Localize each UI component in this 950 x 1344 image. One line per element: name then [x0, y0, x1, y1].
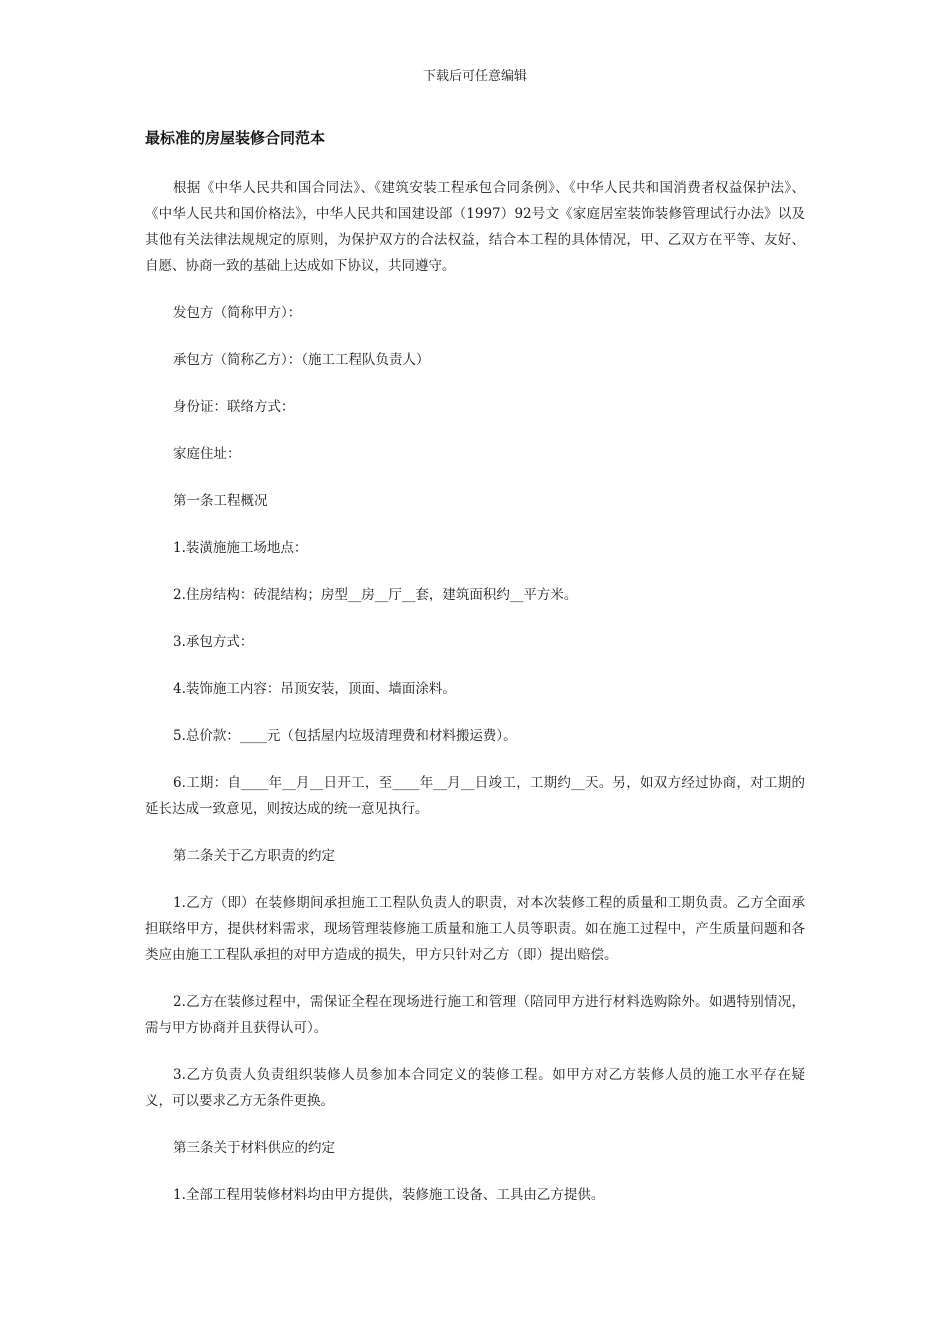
article-2-heading: 第二条关于乙方职责的约定 — [173, 848, 335, 864]
article-1-item-5: 5.总价款：____元（包括屋内垃圾清理费和材料搬运费）。 — [173, 728, 517, 744]
article-1-heading: 第一条工程概况 — [173, 493, 268, 509]
party-b-line: 承包方（简称乙方）：（施工工程队负责人） — [173, 352, 430, 368]
id-contact-line: 身份证：联络方式： — [173, 399, 295, 415]
party-a-line: 发包方（简称甲方）： — [173, 305, 302, 321]
article-3-item-1: 1.全部工程用装修材料均由甲方提供，装修施工设备、工具由乙方提供。 — [173, 1187, 605, 1203]
article-2-item-3: 3.乙方负责人负责组织装修人员参加本合同定义的装修工程。如甲方对乙方装修人员的施工水平存在疑义，可以要求乙方无条件更换。 — [145, 1067, 805, 1109]
home-address-line: 家庭住址： — [173, 446, 241, 462]
document-body — [145, 175, 805, 1229]
article-1-item-1: 1.装潢施施工场地点： — [173, 540, 308, 556]
preamble-paragraph: 根据《中华人民共和国合同法》、《建筑安装工程承包合同条例》、《中华人民共和国消费者权益保护法》、《中华人民共和国价格法》，中华人民共和国建设部（1997）92号文《家庭居室装饰装修管理试行办法》以及其他有关法律法规规定的原则，为保护双方的合法权益，结合本工程的具体情况，甲、乙双方在平等、友好、自愿、协商一致的基础上达成如下协议，共同遵守。 — [145, 180, 805, 274]
article-3-heading: 第三条关于材料供应的约定 — [173, 1140, 335, 1156]
article-2-item-2: 2.乙方在装修过程中，需保证全程在现场进行施工和管理（陪同甲方进行材料选购除外。如遇特别情况，需与甲方协商并且获得认可）。 — [145, 994, 805, 1036]
article-1-item-2: 2.住房结构：砖混结构；房型__房__厅__套，建筑面积约__平方米。 — [173, 587, 578, 603]
page-header: 下载后可任意编辑 — [422, 69, 527, 84]
article-1-item-4: 4.装饰施工内容：吊顶安装，顶面、墙面涂料。 — [173, 681, 456, 697]
article-1-item-3: 3.承包方式： — [173, 634, 254, 650]
article-1-item-6: 6.工期：自____年__月__日开工，至____年__月__日竣工，工期约__天。另，如双方经过协商，对工期的延长达成一致意见，则按达成的统一意见执行。 — [145, 775, 805, 817]
article-2-item-1: 1.乙方（即）在装修期间承担施工工程队负责人的职责，对本次装修工程的质量和工期负责。乙方全面承担联络甲方，提供材料需求，现场管理装修施工质量和施工人员等职责。如在施工过程中，产生质量问题和各类应由施工工程队承担的对甲方造成的损失，甲方只针对乙方（即）提出赔偿。 — [145, 895, 805, 963]
document-title: 最标准的房屋装修合同范本 — [145, 129, 326, 147]
